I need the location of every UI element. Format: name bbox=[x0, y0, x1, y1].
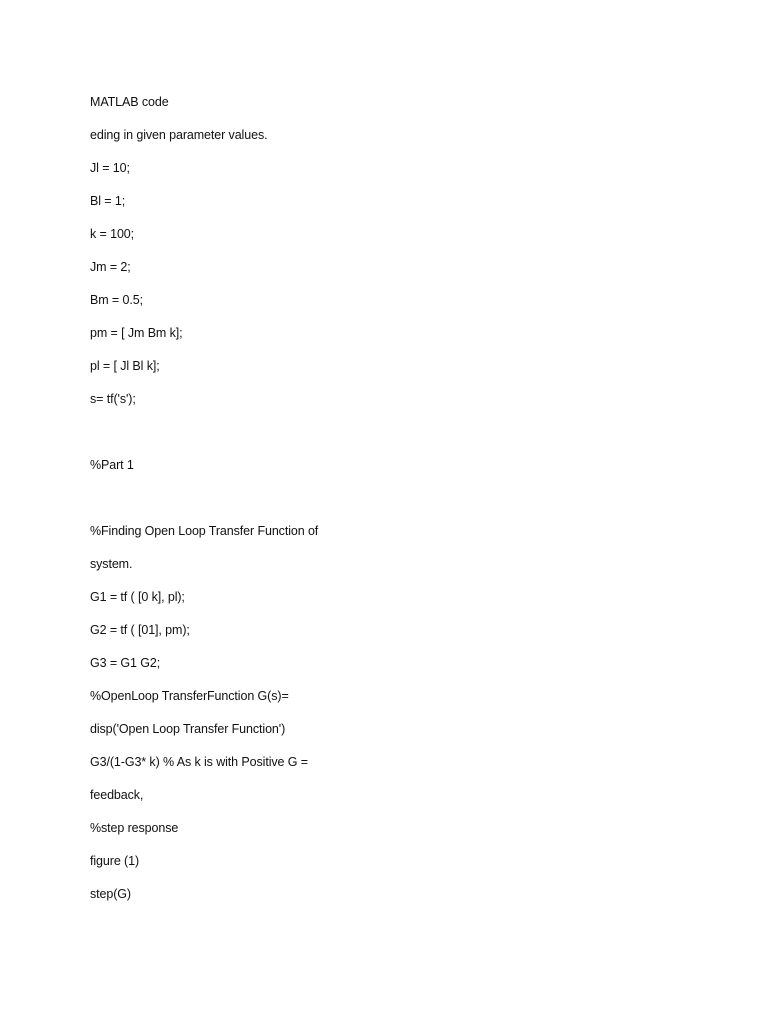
code-line: figure (1) bbox=[90, 854, 140, 868]
code-line: G3/(1-G3* k) % As k is with Positive G = bbox=[90, 755, 308, 769]
code-comment: %Part 1 bbox=[90, 458, 134, 472]
code-comment: %Finding Open Loop Transfer Function of bbox=[90, 524, 319, 538]
code-line: Jl = 10; bbox=[90, 161, 130, 175]
code-line: G1 = tf ( [0 k], pl); bbox=[90, 590, 185, 604]
code-line: step(G) bbox=[90, 887, 131, 901]
doc-heading: MATLAB code bbox=[90, 95, 169, 109]
code-line: Bl = 1; bbox=[90, 194, 126, 208]
code-line: system. bbox=[90, 557, 133, 571]
code-comment: %step response bbox=[90, 821, 179, 835]
code-line: pl = [ Jl Bl k]; bbox=[90, 359, 160, 373]
code-line: feedback, bbox=[90, 788, 144, 802]
code-line: Bm = 0.5; bbox=[90, 293, 143, 307]
code-line: G3 = G1 G2; bbox=[90, 656, 161, 670]
code-line: G2 = tf ( [01], pm); bbox=[90, 623, 190, 637]
code-comment: %OpenLoop TransferFunction G(s)= bbox=[90, 689, 289, 703]
code-line: pm = [ Jm Bm k]; bbox=[90, 326, 183, 340]
code-line: s= tf('s'); bbox=[90, 392, 136, 406]
code-line: Jm = 2; bbox=[90, 260, 131, 274]
code-line: disp('Open Loop Transfer Function') bbox=[90, 722, 286, 736]
code-line: k = 100; bbox=[90, 227, 135, 241]
doc-line: eding in given parameter values. bbox=[90, 128, 268, 142]
